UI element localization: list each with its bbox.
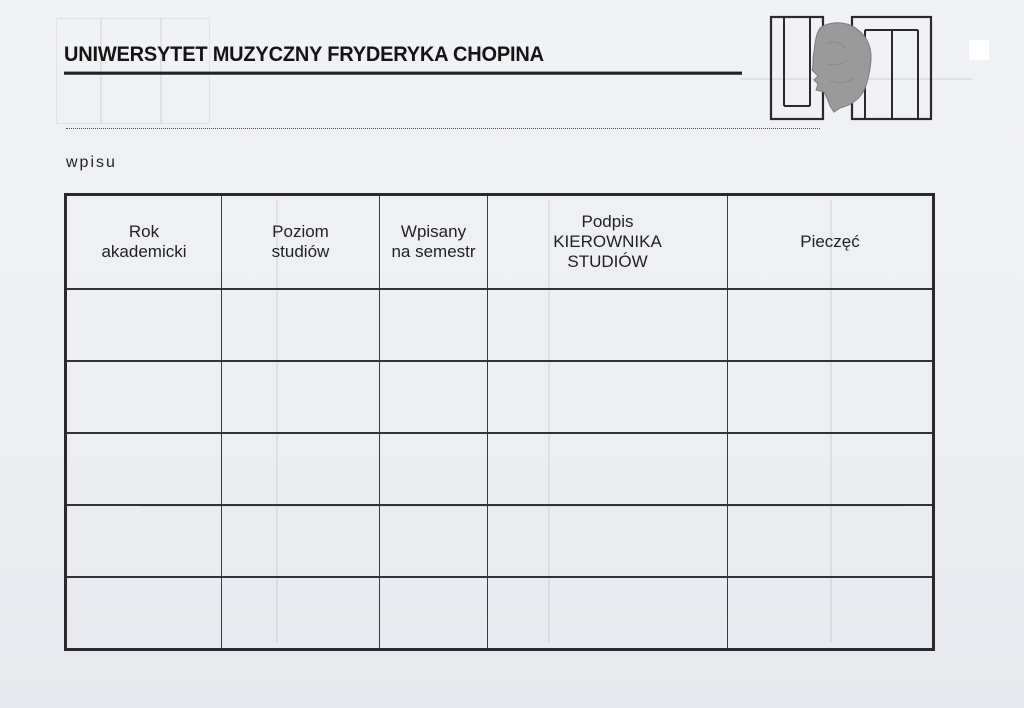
dotted-separator <box>66 128 820 129</box>
table-cell <box>728 289 934 361</box>
header-line: Poziom <box>272 222 329 241</box>
table-cell <box>222 505 380 577</box>
header-line: akademicki <box>101 242 187 261</box>
table-row <box>66 433 934 505</box>
header-line: Pieczęć <box>800 232 860 251</box>
table-cell <box>488 361 728 433</box>
table-cell <box>222 577 380 650</box>
table-cell <box>380 361 488 433</box>
university-title: UNIWERSYTET MUZYCZNY FRYDERYKA CHOPINA <box>64 43 742 75</box>
table-header-row <box>66 195 934 290</box>
table-cell <box>488 505 728 577</box>
column-header-signature <box>488 195 728 290</box>
column-header-study-level <box>222 195 380 290</box>
table-cell <box>380 577 488 650</box>
table-row <box>66 361 934 433</box>
header-line: Rok <box>128 222 160 241</box>
table-cell <box>66 433 222 505</box>
table-cell <box>380 289 488 361</box>
white-corner-mark <box>969 40 989 60</box>
table-cell <box>66 577 222 650</box>
chopin-um-logo-icon <box>768 14 934 122</box>
header-line: studiów <box>271 242 330 261</box>
table-cell <box>222 289 380 361</box>
table-cell <box>222 433 380 505</box>
column-header-semester <box>380 195 488 290</box>
section-label: wpisu <box>66 154 117 171</box>
column-header-academic-year <box>66 195 222 290</box>
table-cell <box>66 289 222 361</box>
header-line: KIEROWNIKA <box>553 232 662 251</box>
enrollment-table <box>64 193 935 651</box>
header-line: Wpisany <box>400 222 467 241</box>
table-cell <box>728 577 934 650</box>
table-cell <box>728 361 934 433</box>
table-cell <box>488 577 728 650</box>
header-line: Podpis <box>581 212 634 231</box>
table-row <box>66 505 934 577</box>
table-cell <box>488 289 728 361</box>
table-row <box>66 289 934 361</box>
table-cell <box>380 433 488 505</box>
table-cell <box>380 505 488 577</box>
header-line: STUDIÓW <box>567 252 648 271</box>
table-cell <box>728 505 934 577</box>
table-cell <box>66 505 222 577</box>
table-cell <box>222 361 380 433</box>
header-line: na semestr <box>391 242 476 261</box>
table-cell <box>66 361 222 433</box>
table-cell <box>488 433 728 505</box>
table-row <box>66 577 934 650</box>
table-cell <box>728 433 934 505</box>
column-header-stamp <box>728 195 934 290</box>
